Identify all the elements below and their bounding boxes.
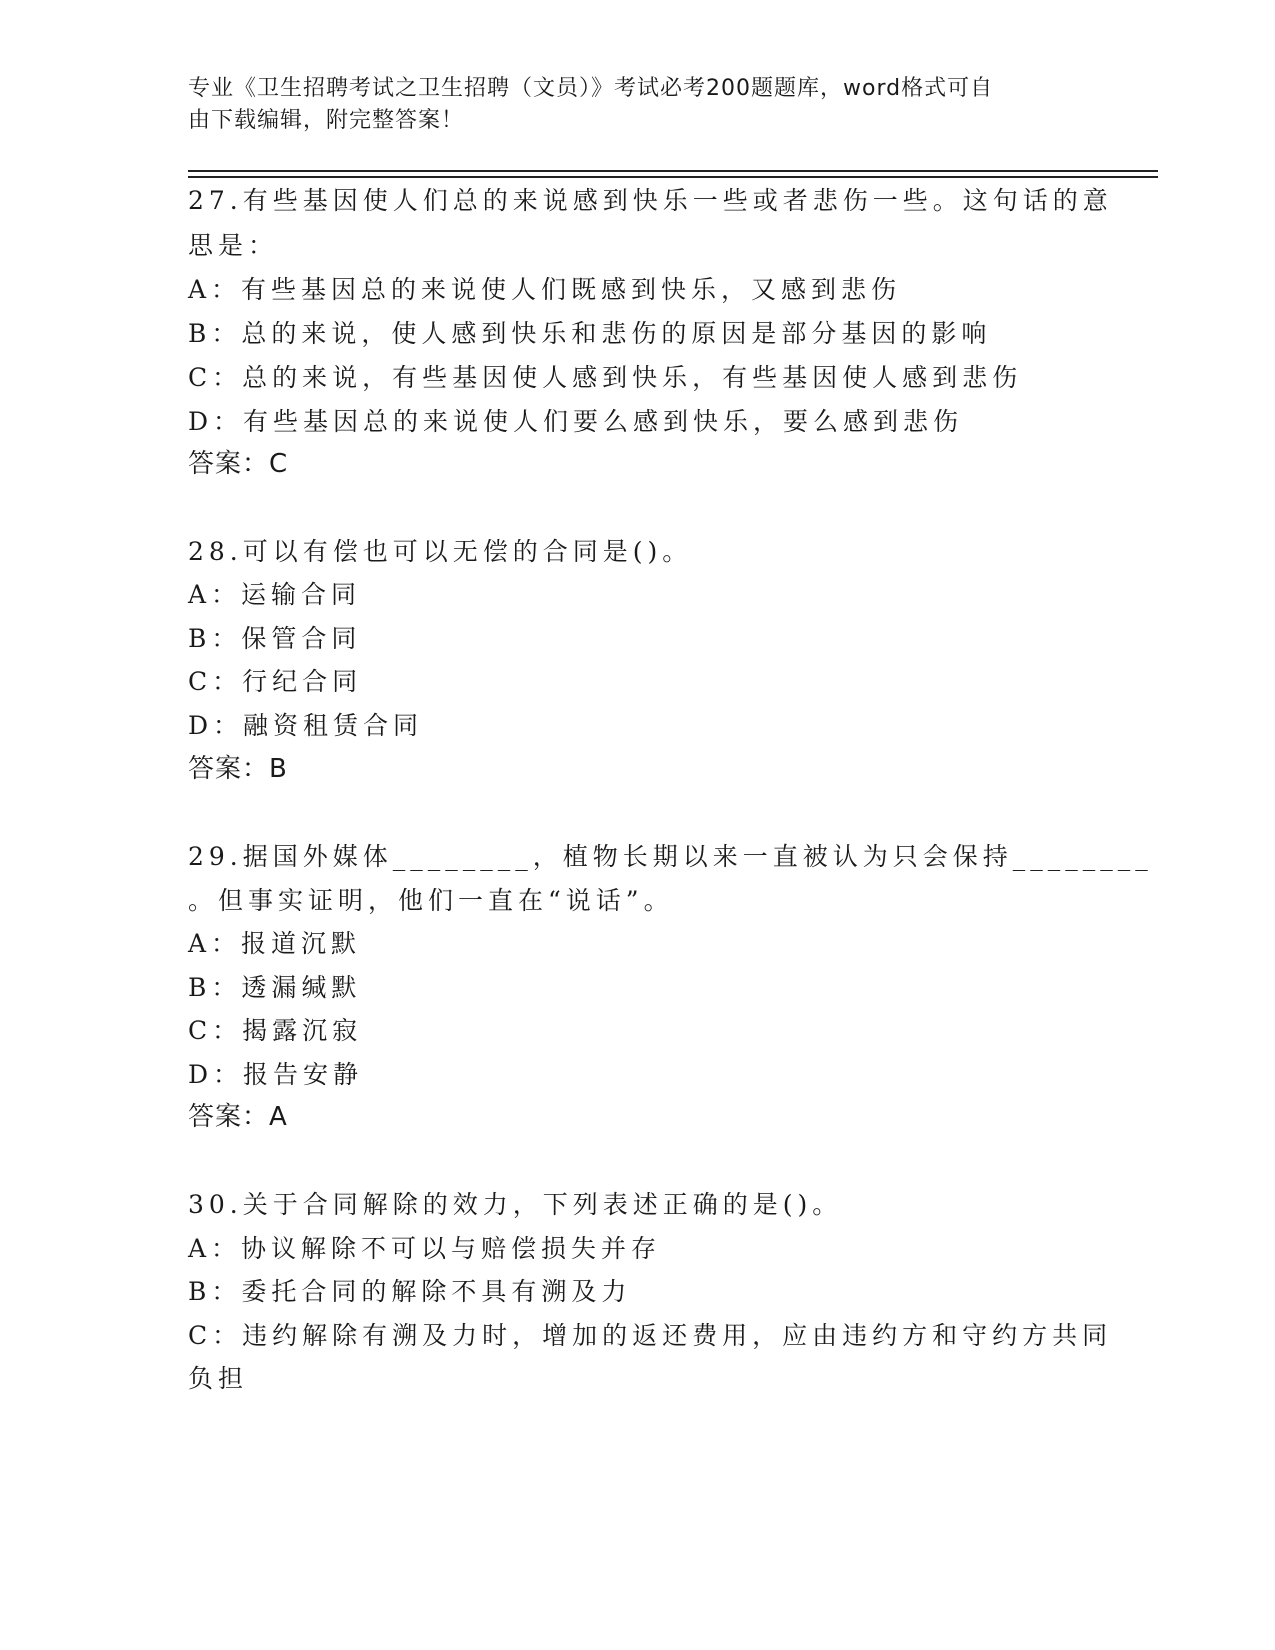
question-stem: 30.关于合同解除的效力，下列表述正确的是()。 [188, 1190, 843, 1219]
option-c: C：揭露沉寂 [188, 1016, 363, 1045]
question-stem: 27.有些基因使人们总的来说感到快乐一些或者悲伤一些。这句话的意 [188, 186, 1113, 215]
question-stem-continued: 思是： [188, 231, 279, 260]
header-divider-bottom [188, 176, 1158, 178]
option-a: A：报道沉默 [188, 929, 362, 958]
answer: 答案：C [188, 449, 289, 479]
option-b: B：总的来说，使人感到快乐和悲伤的原因是部分基因的影响 [188, 319, 992, 348]
document-header [188, 73, 1078, 137]
header-divider-top [188, 170, 1158, 172]
option-c: C：违约解除有溯及力时，增加的返还费用，应由违约方和守约方共同 [188, 1321, 1113, 1350]
header-line-1: 专业《卫生招聘考试之卫生招聘（文员）》考试必考200题题库，word格式可自 [188, 76, 994, 101]
question-stem: 28.可以有偿也可以无偿的合同是()。 [188, 537, 693, 566]
question-stem: 29.据国外媒体________，植物长期以来一直被认为只会保持________ [188, 842, 1153, 871]
option-c: C：行纪合同 [188, 667, 363, 696]
option-b: B：透漏缄默 [188, 973, 362, 1002]
option-d: D：有些基因总的来说使人们要么感到快乐，要么感到悲伤 [188, 407, 964, 436]
option-c-continued: 负担 [188, 1364, 249, 1393]
option-a: A：协议解除不可以与赔偿损失并存 [188, 1234, 662, 1263]
option-a: A：有些基因总的来说使人们既感到快乐，又感到悲伤 [188, 275, 902, 304]
option-d: D：报告安静 [188, 1060, 364, 1089]
option-c: C：总的来说，有些基因使人感到快乐，有些基因使人感到悲伤 [188, 363, 1023, 392]
header-line-2: 由下载编辑，附完整答案！ [188, 108, 465, 133]
option-b: B：保管合同 [188, 624, 362, 653]
option-a: A：运输合同 [188, 580, 362, 609]
answer: 答案：B [188, 754, 288, 784]
question-stem-continued: 。但事实证明，他们一直在“说话”。 [188, 886, 674, 915]
option-d: D：融资租赁合同 [188, 711, 424, 740]
answer: 答案：A [188, 1102, 288, 1132]
option-b: B：委托合同的解除不具有溯及力 [188, 1277, 632, 1306]
